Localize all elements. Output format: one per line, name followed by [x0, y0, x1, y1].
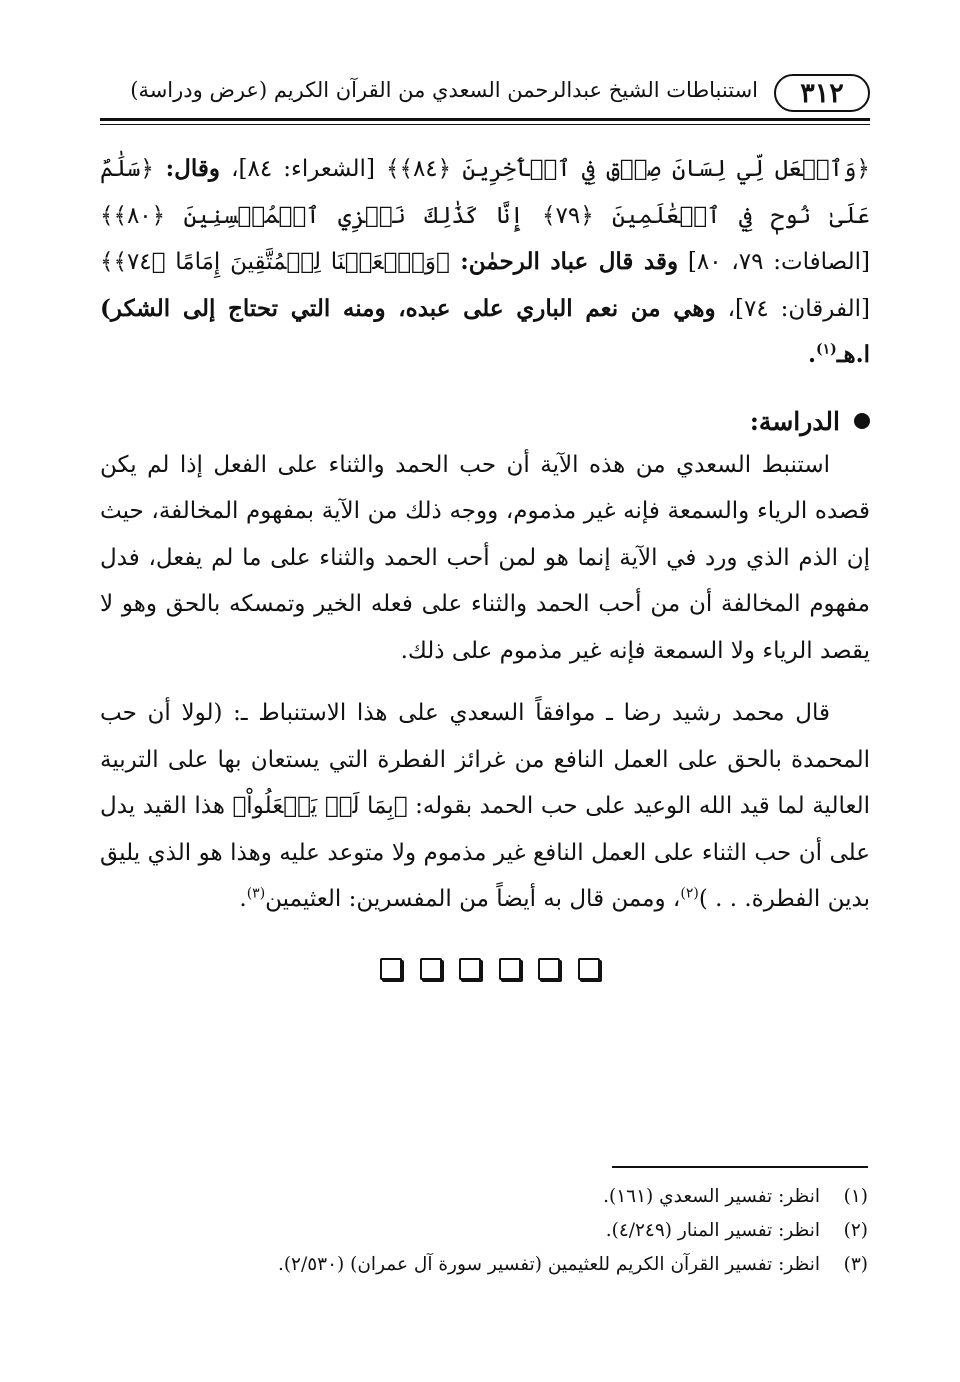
footnotes [128, 1180, 868, 1282]
text-segment: وقد قال عباد الرحمٰن: [449, 248, 679, 275]
footnote-number: (٣) [843, 1254, 868, 1275]
square-ornament-icon [380, 958, 402, 980]
footnote-item [128, 1248, 868, 1282]
square-ornament-icon [538, 958, 560, 980]
square-ornament-icon [578, 958, 600, 980]
square-ornament-icon [420, 958, 442, 980]
text-segment: . [807, 341, 816, 368]
header-rule-thin [100, 124, 870, 125]
section-separator [380, 958, 600, 980]
study-paragraph-2 [100, 690, 870, 923]
footnote-number: (٢) [843, 1220, 868, 1241]
footnote-text: انظر: تفسير المنار (٤/٢٤٩). [605, 1220, 820, 1241]
quran-verse: ﴿سَلَٰمٌ عَلَىٰ نُوحٖ فِي ٱلۡعَٰلَمِينَ ﴿٧٩﴾ إِنَّا كَذَٰلِكَ نَجۡزِي ٱلۡمُحۡسِنِينَ ﴿٨٠﴾﴾ [الصافات: ٧٩، ٨٠] [100, 156, 870, 275]
square-ornament-icon [499, 958, 521, 980]
footnote-number: (١) [843, 1186, 868, 1207]
page-number-badge: ٣١٢ [774, 74, 870, 112]
section-heading [100, 407, 870, 436]
main-text [100, 146, 870, 923]
bullet-icon [854, 413, 870, 429]
footnote-item [128, 1214, 868, 1248]
running-header [100, 70, 870, 120]
footnote-ref-2[interactable]: (٢) [680, 885, 699, 902]
square-ornament-icon [459, 958, 481, 980]
footnote-text: انظر: تفسير السعدي (١٦١). [603, 1186, 820, 1207]
study-paragraph-1: استنبط السعدي من هذه الآية أن حب الحمد والثناء على الفعل إذا لم يكن قصده الرياء والسمعة فإنه غير مذموم، ووجه ذلك من الآية بمفهوم المخالفة، حيث إن الذم الذي ورد في الآية إنما هو لمن أحب الحمد والثناء على ما لم يفعل، فدل مفهوم المخالفة أن من أحب الحمد والثناء على فعله الخير وتمسكه بالحق وهو لا يقصد الرياء ولا السمعة فإنه غير مذموم على ذلك. [100, 451, 870, 664]
quran-verse: ﴿وَٱجۡعَل لِّي لِسَانَ صِدۡقٖ فِي ٱلۡأٓخِرِينَ ﴿٨٤﴾﴾ [الشعراء: ٨٤]، [220, 156, 870, 182]
quran-verse: ﴿وَٱجۡعَلۡنَا لِلۡمُتَّقِينَ إِمَامًا ﴿٧٤﴾﴾ [الفرقان: ٧٤]، [100, 249, 870, 322]
footnote-ref-3[interactable]: (٣) [246, 885, 266, 902]
footnote-ref-1[interactable]: (١) [815, 341, 837, 358]
text-segment: وهي من نعم الباري على عبده، ومنه التي تحتاج إلى الشكر) ا.هـ [100, 294, 870, 368]
text-segment: وقال: [153, 155, 220, 182]
footnote-rule [612, 1166, 868, 1168]
footnote-item [128, 1180, 868, 1214]
text-segment: قال محمد رشيد رضا ـ موافقاً السعدي على هذا الاستنباط ـ: (لولا أن حب المحمدة بالحق على العمل النافع من غرائز الفطرة التي يستعان بها على التربية العالية لما قيد الله الوعيد على حب الحمد بقوله: ﴿بِمَا لَمۡ يَفۡعَلُواْ﴾ هذا القيد يدل على أن حب الثناء على العمل النافع غير مذموم ولا متوعد عليه وهذا هو الذي يليق بدين الفطرة. . . ) [100, 700, 870, 912]
section-heading-text: الدراسة: [749, 406, 840, 436]
footnote-text: انظر: تفسير القرآن الكريم للعثيمين (تفسير سورة آل عمران) (٢/٥٣٠). [277, 1254, 820, 1275]
text-segment: ، وممن قال به أيضاً من المفسرين: العثيمين [265, 886, 681, 912]
opening-paragraph [100, 146, 870, 379]
book-title: استنباطات الشيخ عبدالرحمن السعدي من القرآن الكريم (عرض ودراسة) [130, 78, 758, 102]
header-rule [100, 118, 870, 121]
text-segment: . [239, 886, 247, 912]
